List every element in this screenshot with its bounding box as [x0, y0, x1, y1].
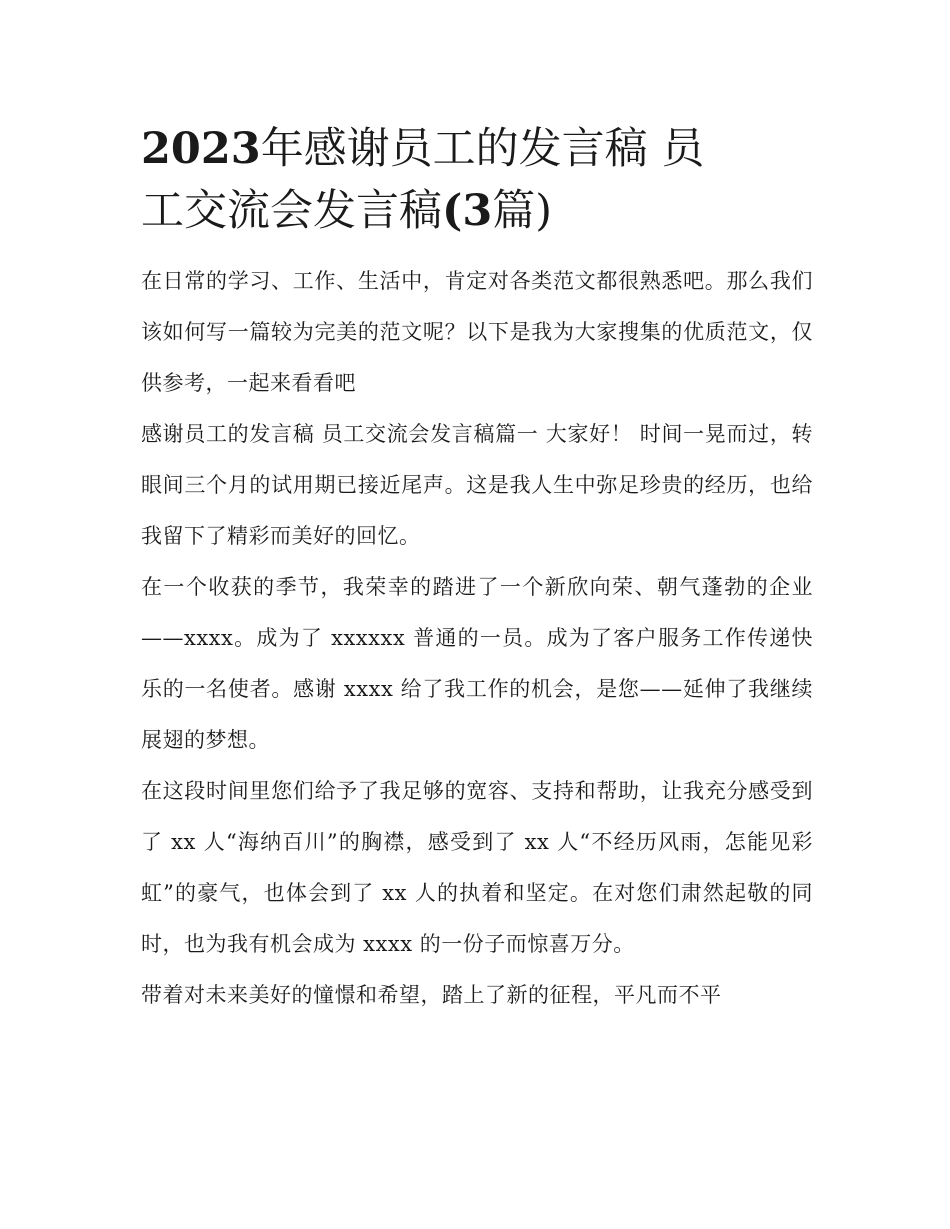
- document-body: [141, 256, 813, 1021]
- title-line-2-end: 篇): [492, 186, 553, 236]
- title-line-1: [141, 118, 813, 180]
- title-line-2: [141, 180, 813, 242]
- document-page: [141, 118, 813, 1021]
- body-paragraph: 感谢员工的发言稿 员工交流会发言稿篇一 大家好！ 时间一晃而过，转眼间三个月的试用期已接近尾声。这是我人生中弥足珍贵的经历，也给我留下了精彩而美好的回忆。: [141, 422, 813, 548]
- body-paragraph: 在这段时间里您们给予了我足够的宽容、支持和帮助，让我充分感受到了 xx 人“海纳百川”的胸襟，感受到了 xx 人“不经历风雨，怎能见彩虹”的豪气，也体会到了 xx 人的执着和坚定。在对您们肃然起敬的同时，也为我有机会成为 xxxx 的一份子而惊喜万分。: [141, 779, 813, 956]
- intro-paragraph: 在日常的学习、工作、生活中，肯定对各类范文都很熟悉吧。那么我们该如何写一篇较为完美的范文呢？以下是我为大家搜集的优质范文，仅供参考，一起来看看吧: [141, 269, 813, 395]
- title-line-2-text: 工交流会发言稿: [141, 186, 442, 236]
- body-paragraph: 带着对未来美好的憧憬和希望，踏上了新的征程，平凡而不平: [141, 983, 722, 1007]
- title-year: 2023: [141, 124, 261, 174]
- title-line-1-text: 年感谢员工的发言稿 员: [260, 124, 705, 174]
- document-title: [141, 118, 813, 242]
- title-count: (3: [442, 186, 493, 236]
- body-paragraph: 在一个收获的季节，我荣幸的踏进了一个新欣向荣、朝气蓬勃的企业——xxxx。成为了 xxxxxx 普通的一员。成为了客户服务工作传递快乐的一名使者。感谢 xxxx 给了我工作的机会，是您——延伸了我继续展翅的梦想。: [141, 575, 813, 752]
